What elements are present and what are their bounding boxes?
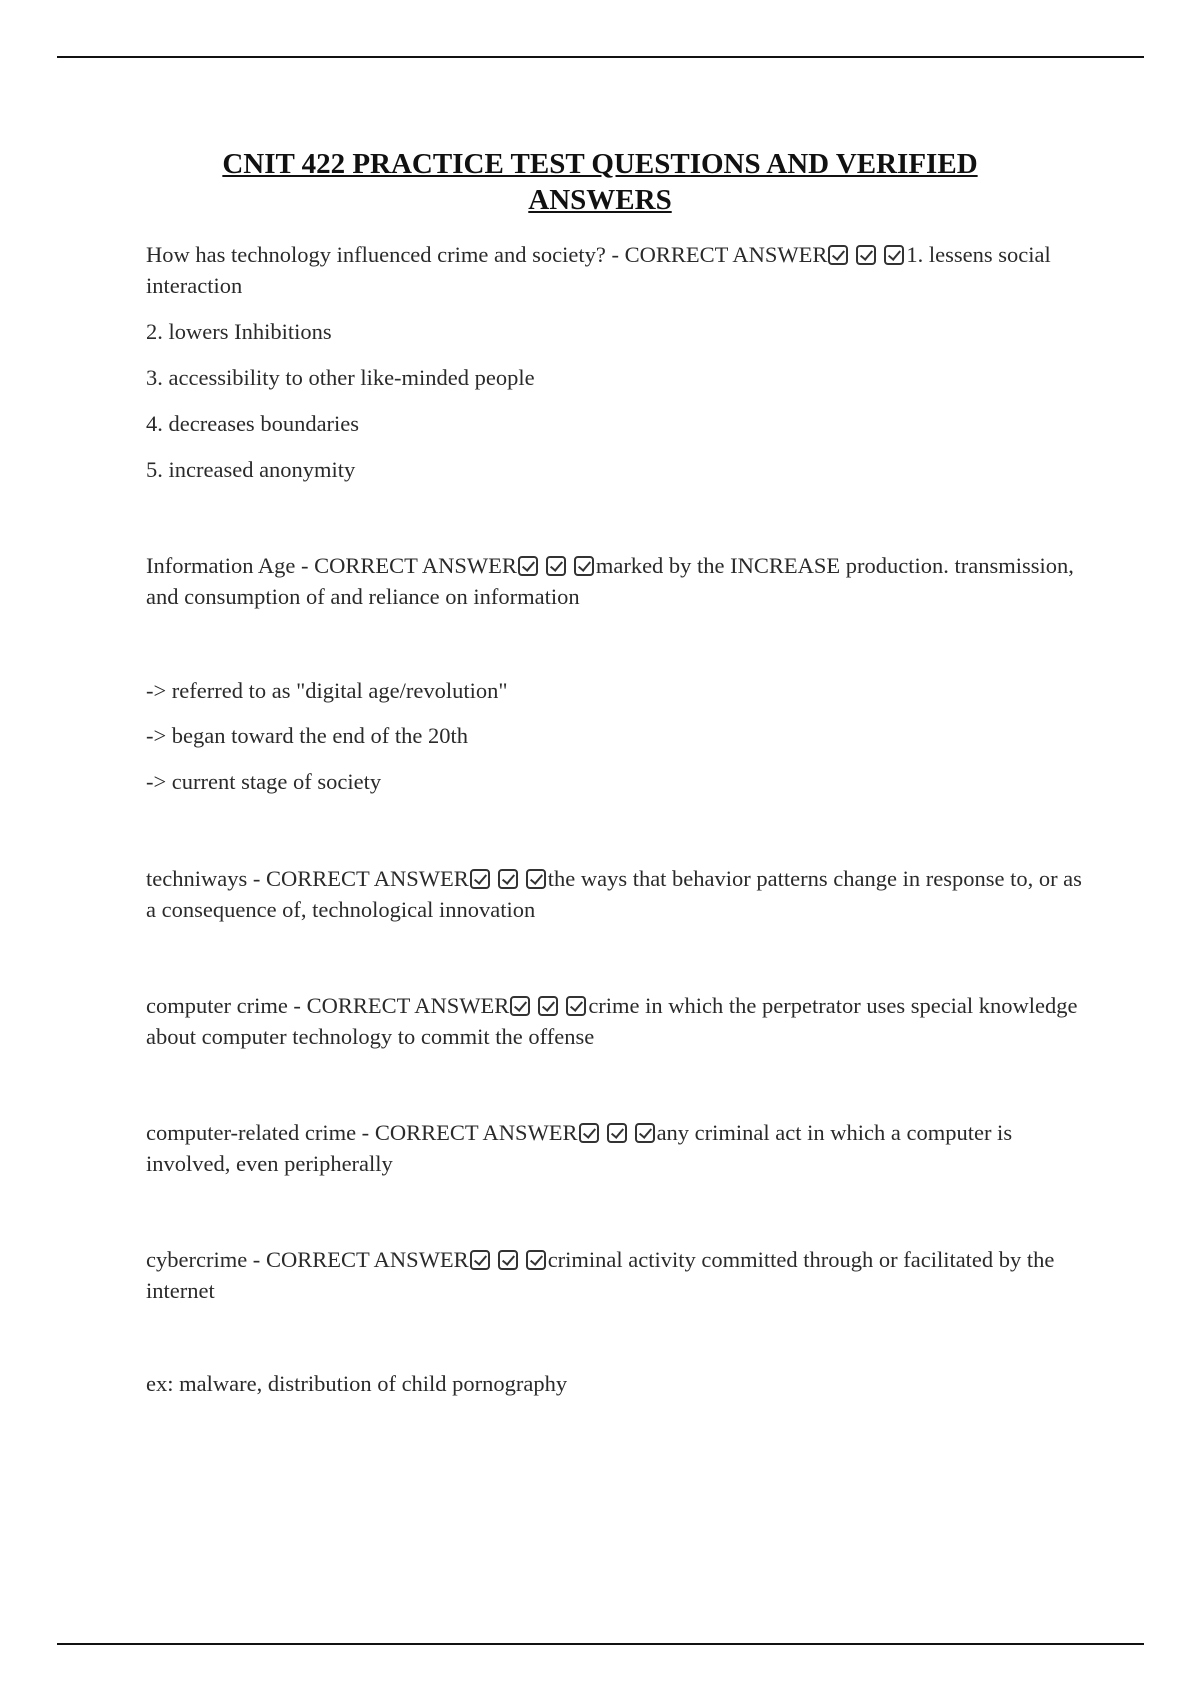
checkbox-checked-icon: [579, 1123, 599, 1143]
check-marks: [470, 863, 547, 894]
qa-computer-related-crime: [146, 1117, 1096, 1179]
check-marks: [470, 1244, 547, 1275]
answer-label: CORRECT ANSWER: [624, 242, 828, 267]
example-text: ex: malware, distribution of child pornography: [146, 1371, 568, 1396]
list-item: 2. lowers Inhibitions: [146, 319, 332, 344]
checkbox-checked-icon: [538, 996, 558, 1016]
checkbox-checked-icon: [884, 245, 904, 265]
checkbox-checked-icon: [518, 556, 538, 576]
answer-text: criminal activity committed through or facilitated by the internet: [146, 1247, 1055, 1303]
answer-label: CORRECT ANSWER: [374, 1120, 578, 1145]
check-marks: [828, 239, 905, 270]
question-term: How has technology influenced crime and society? -: [146, 242, 625, 267]
checkbox-checked-icon: [635, 1123, 655, 1143]
list-item: 5. increased anonymity: [146, 457, 356, 482]
answer-text: the ways that behavior patterns change in response to, or as a consequence of, technological innovation: [146, 866, 1082, 922]
note-item: -> current stage of society: [146, 769, 382, 794]
answer-text: any criminal act in which a computer is involved, even peripherally: [146, 1120, 1013, 1176]
qa-technology-influence: [146, 239, 1096, 301]
answer-label: CORRECT ANSWER: [265, 866, 469, 891]
question-term: cybercrime -: [146, 1247, 266, 1272]
checkbox-checked-icon: [526, 869, 546, 889]
check-marks: [579, 1117, 656, 1148]
title-line-1: CNIT 422 PRACTICE TEST QUESTIONS AND VERIFIED: [222, 148, 978, 180]
answer-label: CORRECT ANSWER: [265, 1247, 469, 1272]
answer-text: crime in which the perpetrator uses special knowledge about computer technology to commit the offense: [146, 993, 1078, 1049]
footer-rule: [57, 1643, 1144, 1645]
answer-text: marked by the INCREASE production. transmission, and consumption of and reliance on information: [146, 553, 1074, 609]
question-term: techniways -: [146, 866, 266, 891]
question-term: Information Age -: [146, 553, 315, 578]
question-term: computer crime -: [146, 993, 307, 1018]
check-marks: [518, 550, 595, 581]
checkbox-checked-icon: [470, 1250, 490, 1270]
question-term: computer-related crime -: [146, 1120, 375, 1145]
qa-information-age: [146, 550, 1096, 612]
checkbox-checked-icon: [566, 996, 586, 1016]
answer-text: 1. lessens social interaction: [146, 242, 1051, 298]
note-item: -> referred to as "digital age/revolution": [146, 678, 508, 703]
note-item: -> began toward the end of the 20th: [146, 723, 468, 748]
list-item: 4. decreases boundaries: [146, 411, 360, 436]
checkbox-checked-icon: [828, 245, 848, 265]
checkbox-checked-icon: [856, 245, 876, 265]
checkbox-checked-icon: [510, 996, 530, 1016]
check-marks: [510, 990, 587, 1021]
answer-label: CORRECT ANSWER: [314, 553, 517, 578]
checkbox-checked-icon: [607, 1123, 627, 1143]
qa-computer-crime: [146, 990, 1096, 1052]
qa-cybercrime: [146, 1244, 1096, 1306]
checkbox-checked-icon: [526, 1250, 546, 1270]
answer-label: CORRECT ANSWER: [306, 993, 510, 1018]
checkbox-checked-icon: [546, 556, 566, 576]
checkbox-checked-icon: [498, 869, 518, 889]
checkbox-checked-icon: [470, 869, 490, 889]
header-rule: [57, 56, 1144, 58]
qa-techniways: [146, 863, 1096, 925]
list-item: 3. accessibility to other like-minded people: [146, 365, 535, 390]
document-title: [100, 146, 1100, 218]
checkbox-checked-icon: [574, 556, 594, 576]
checkbox-checked-icon: [498, 1250, 518, 1270]
title-line-2: ANSWERS: [528, 184, 672, 216]
